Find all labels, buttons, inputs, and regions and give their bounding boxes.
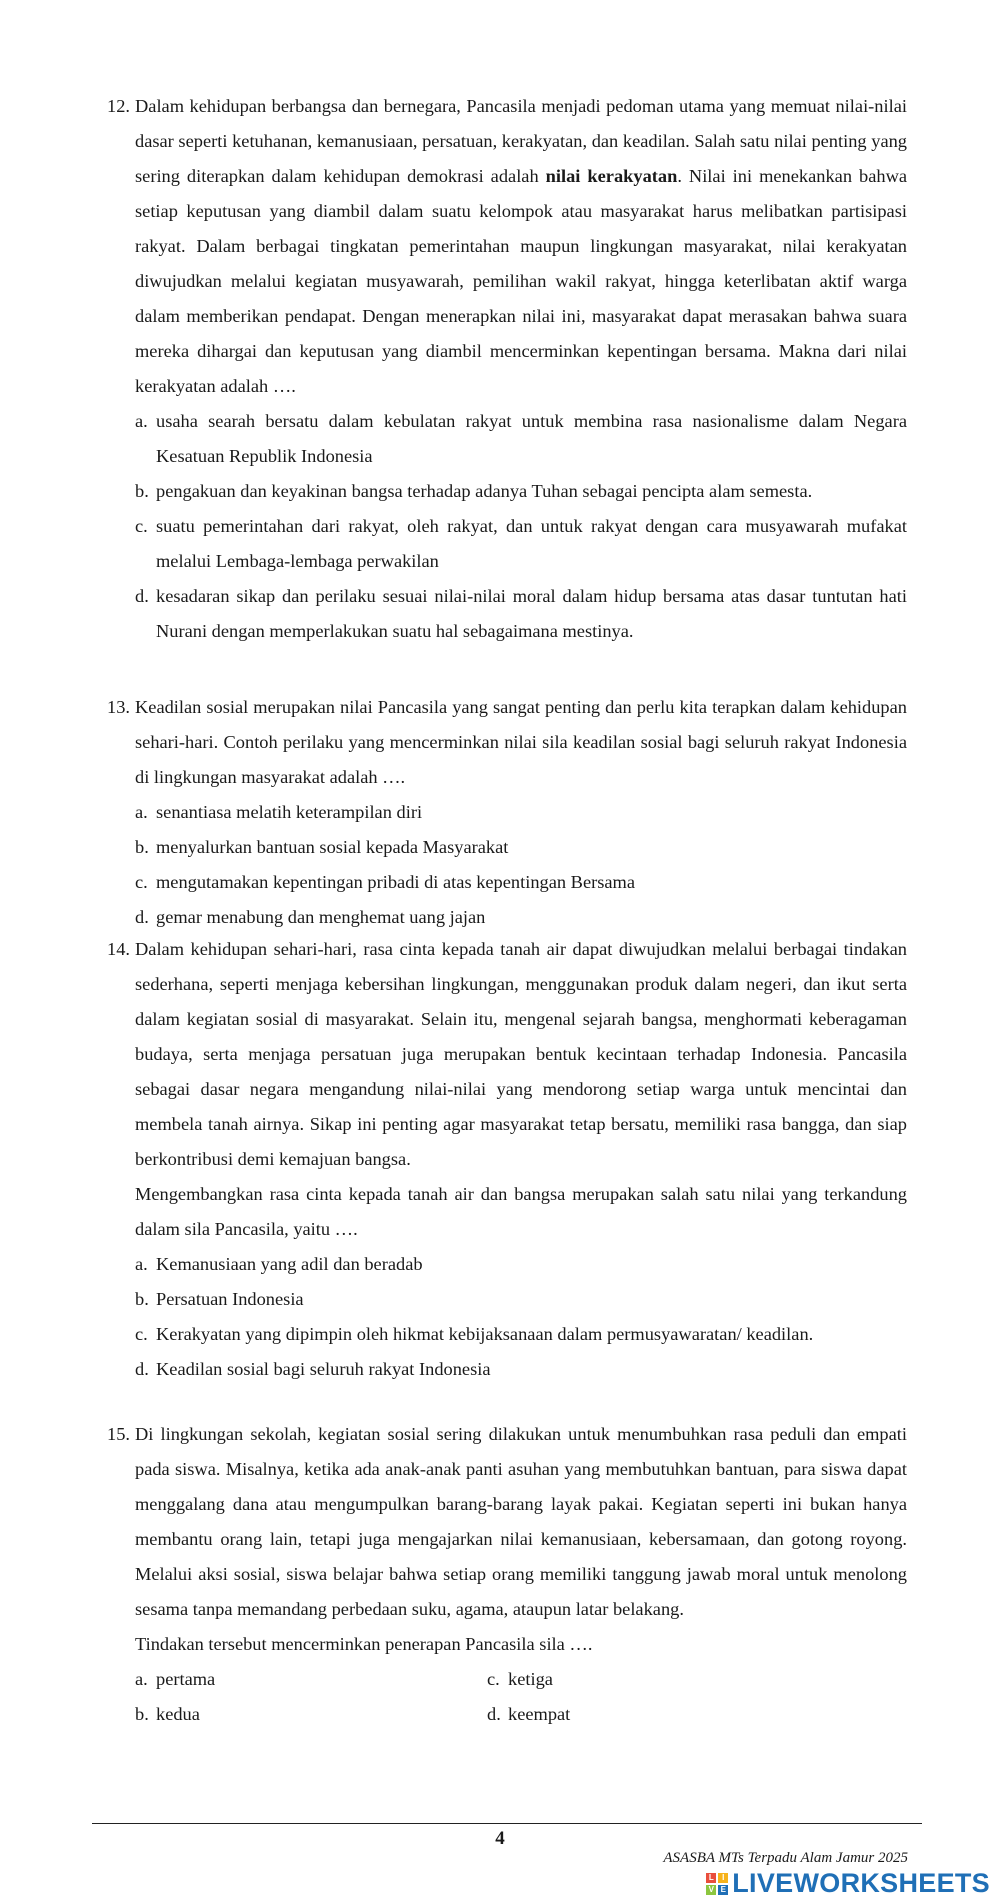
- option-letter: c.: [135, 872, 148, 892]
- footer-divider: [92, 1823, 922, 1824]
- question-text-part: . Nilai ini menekankan bahwa setiap keputusan yang diambil dalam suatu kelompok atau masyarakat harus melibatkan partisipasi rakyat. Dalam berbagai tingkatan pemerintahan maupun lingkungan masyarakat, nilai kerakyatan diwujudkan melalui kegiatan musyawarah, pemilihan wakil rakyat, hingga keterlibatan aktif warga dalam memberikan pendapat. Dengan menerapkan nilai ini, masyarakat dapat merasakan bahwa suara mereka dihargai dan keputusan yang diambil mencerminkan kepentingan bersama. Makna dari nilai kerakyatan adalah ….: [135, 166, 908, 396]
- option-d[interactable]: [135, 579, 907, 649]
- option-text: pertama: [156, 1669, 216, 1689]
- option-letter: b.: [135, 837, 149, 857]
- option-letter: d.: [135, 907, 149, 927]
- logo-letter: V: [706, 1885, 716, 1895]
- liveworksheets-logo[interactable]: [706, 1868, 990, 1899]
- question-text: [135, 89, 907, 404]
- option-letter: c.: [487, 1669, 500, 1689]
- option-text: kedua: [156, 1704, 200, 1724]
- option-c[interactable]: [135, 509, 907, 579]
- option-text: senantiasa melatih keterampilan diri: [156, 802, 423, 822]
- option-letter: d.: [135, 586, 149, 606]
- page-number: 4: [495, 1828, 505, 1849]
- question-15: [107, 1417, 907, 1732]
- option-letter: a.: [135, 1669, 148, 1689]
- question-text-part: Dalam kehidupan berbangsa dan bernegara, Pancasila menjadi pedoman utama yang memuat nilai-nilai dasar seperti ketuhanan, kemanusiaan, persatuan, kerakyatan, dan keadilan. Salah satu nilai penting yang sering diterapkan dalam kehidupan demokrasi adalah: [135, 96, 907, 186]
- option-text: kesadaran sikap dan perilaku sesuai nilai-nilai moral dalam hidup bersama atas dasar tuntutan hati Nurani dengan memperlakukan suatu hal sebagaimana mestinya.: [156, 586, 907, 641]
- option-c[interactable]: [135, 865, 907, 900]
- logo-letter: L: [706, 1873, 716, 1883]
- option-text: gemar menabung dan menghemat uang jajan: [156, 907, 486, 927]
- option-c[interactable]: [135, 1317, 907, 1352]
- option-b[interactable]: [135, 1697, 487, 1732]
- emphasis-term: nilai kerakyatan: [545, 166, 678, 186]
- liveworksheets-mark-icon: [706, 1873, 728, 1895]
- question-14: [107, 932, 907, 1387]
- option-d[interactable]: [135, 1352, 907, 1387]
- options-grid: [135, 1662, 907, 1732]
- question-text: Di lingkungan sekolah, kegiatan sosial sering dilakukan untuk menumbuhkan rasa peduli dan empati pada siswa. Misalnya, ketika ada anak-anak panti asuhan yang membutuhkan bantuan, para siswa dapat menggalang dana atau mengumpulkan barang-barang layak pakai. Kegiatan seperti ini bukan hanya membantu orang lain, tetapi juga mengajarkan nilai kemanusiaan, kebersamaan, dan gotong royong. Melalui aksi sosial, siswa belajar bahwa setiap orang memiliki tanggung jawab moral untuk menolong sesama tanpa memandang perbedaan suku, agama, ataupun latar belakang.: [135, 1424, 907, 1619]
- question-number: 12.: [107, 96, 130, 116]
- option-letter: b.: [135, 481, 149, 501]
- question-text: Keadilan sosial merupakan nilai Pancasila yang sangat penting dan perlu kita terapkan dalam kehidupan sehari-hari. Contoh perilaku yang mencerminkan nilai sila keadilan sosial bagi seluruh rakyat Indonesia di lingkungan masyarakat adalah ….: [135, 697, 907, 787]
- option-text: Keadilan sosial bagi seluruh rakyat Indonesia: [156, 1359, 491, 1379]
- logo-letter: I: [718, 1873, 728, 1883]
- option-a[interactable]: [135, 404, 907, 474]
- option-letter: a.: [135, 411, 148, 431]
- option-text: menyalurkan bantuan sosial kepada Masyarakat: [156, 837, 509, 857]
- option-b[interactable]: [135, 830, 907, 865]
- logo-letter: E: [718, 1885, 728, 1895]
- option-d[interactable]: [135, 900, 907, 935]
- option-d[interactable]: [487, 1697, 907, 1732]
- question-number: 13.: [107, 697, 130, 717]
- option-text: Kerakyatan yang dipimpin oleh hikmat kebijaksanaan dalam permusyawaratan/ keadilan.: [156, 1324, 814, 1344]
- question-12: [107, 89, 908, 649]
- option-a[interactable]: [135, 795, 907, 830]
- option-letter: c.: [135, 516, 148, 536]
- option-text: suatu pemerintahan dari rakyat, oleh rakyat, dan untuk rakyat dengan cara musyawarah mufakat melalui Lembaga-lembaga perwakilan: [156, 516, 907, 571]
- question-number: 14.: [107, 939, 130, 959]
- option-a[interactable]: [135, 1247, 907, 1282]
- option-text: usaha searah bersatu dalam kebulatan rakyat untuk membina rasa nasionalisme dalam Negara Kesatuan Republik Indonesia: [156, 411, 907, 466]
- option-letter: d.: [135, 1359, 149, 1379]
- brand-name: LIVEWORKSHEETS: [732, 1868, 990, 1898]
- option-c[interactable]: [487, 1662, 907, 1697]
- option-letter: a.: [135, 1254, 148, 1274]
- question-text: Dalam kehidupan sehari-hari, rasa cinta kepada tanah air dapat diwujudkan melalui berbagai tindakan sederhana, seperti menjaga kebersihan lingkungan, menggunakan produk dalam negeri, dan ikut serta dalam kegiatan sosial di masyarakat. Selain itu, mengenal sejarah bangsa, menghormati keberagaman budaya, serta menjaga persatuan juga merupakan bentuk kecintaan terhadap Indonesia. Pancasila sebagai dasar negara mengandung nilai-nilai yang mendorong setiap warga untuk mencintai dan membela tanah airnya. Sikap ini penting agar masyarakat tetap bersatu, memiliki rasa bangga, dan siap berkontribusi demi kemajuan bangsa.: [135, 939, 907, 1169]
- option-b[interactable]: [135, 474, 907, 509]
- option-letter: c.: [135, 1324, 148, 1344]
- option-letter: b.: [135, 1704, 149, 1724]
- option-a[interactable]: [135, 1662, 487, 1697]
- option-text: Persatuan Indonesia: [156, 1289, 304, 1309]
- option-text: Kemanusiaan yang adil dan beradab: [156, 1254, 423, 1274]
- school-footer: ASASBA MTs Terpadu Alam Jamur 2025: [663, 1850, 908, 1866]
- question-13: [107, 690, 907, 935]
- question-prompt: Tindakan tersebut mencerminkan penerapan Pancasila sila ….: [135, 1634, 593, 1654]
- option-text: keempat: [508, 1704, 571, 1724]
- option-text: ketiga: [508, 1669, 553, 1689]
- option-letter: b.: [135, 1289, 149, 1309]
- option-letter: a.: [135, 802, 148, 822]
- option-text: pengakuan dan keyakinan bangsa terhadap adanya Tuhan sebagai pencipta alam semesta.: [156, 481, 813, 501]
- option-text: mengutamakan kepentingan pribadi di atas kepentingan Bersama: [156, 872, 636, 892]
- option-b[interactable]: [135, 1282, 907, 1317]
- question-prompt: Mengembangkan rasa cinta kepada tanah air dan bangsa merupakan salah satu nilai yang terkandung dalam sila Pancasila, yaitu ….: [135, 1184, 907, 1239]
- option-letter: d.: [487, 1704, 501, 1724]
- question-number: 15.: [107, 1424, 130, 1444]
